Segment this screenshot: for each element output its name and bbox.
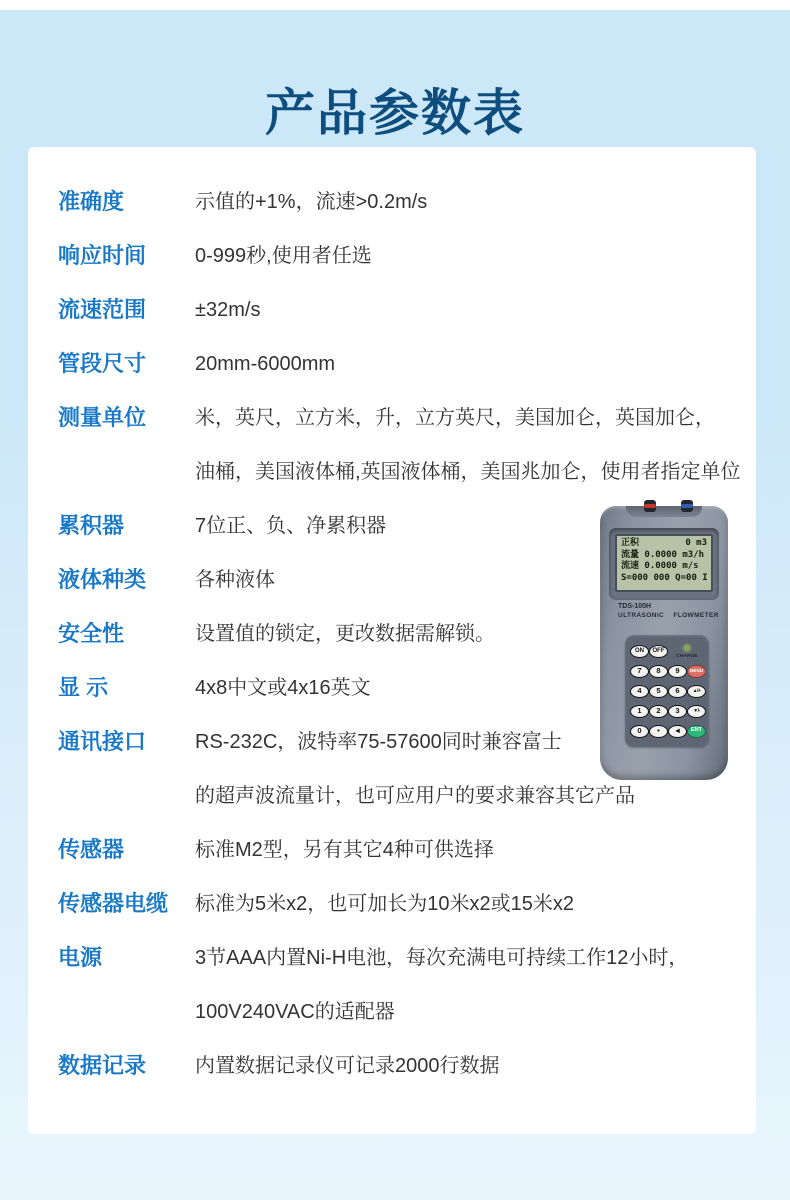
digit-4-key: 4	[630, 685, 649, 698]
spec-value	[195, 283, 260, 337]
spec-value-line: 标准为5米x2，也可加长为10米x2或15米x2	[195, 893, 574, 915]
up-key: ▲/+	[687, 685, 706, 698]
down-key: ▼/-	[687, 705, 706, 718]
transducer-connector-blue	[681, 500, 693, 512]
spec-value	[195, 499, 386, 553]
charge-led-icon	[684, 645, 690, 651]
spec-label: 响应时间	[58, 243, 147, 268]
spec-label: 测量单位	[58, 405, 147, 430]
spec-value-line: 0-999秒,使用者任选	[195, 245, 372, 267]
spec-value-line: 油桶，美国液体桶,英国液体桶，美国兆加仑，使用者指定单位	[195, 461, 741, 483]
spec-label: 管段尺寸	[58, 351, 147, 376]
spec-value-line: 3节AAA内置Ni-H电池，每次充满电可持续工作12小时，	[195, 947, 689, 969]
spec-label: 安全性	[58, 621, 125, 646]
spec-value	[195, 391, 741, 499]
spec-label: 通讯接口	[58, 729, 147, 754]
lcd-line-velocity: 流速 0.0000 m/s	[621, 561, 699, 571]
lcd-total-value: 0 m3	[685, 538, 707, 548]
spec-value-line: 设置值的锁定，更改数据需解锁。	[195, 623, 495, 645]
device-branding	[618, 603, 719, 620]
lcd-screen	[615, 534, 713, 592]
spec-row	[58, 283, 748, 337]
spec-value	[195, 553, 275, 607]
spec-value	[195, 661, 371, 715]
digit-0-key: 0	[630, 725, 649, 738]
spec-row	[58, 823, 748, 877]
spec-value	[195, 607, 495, 661]
digit-3-key: 3	[668, 705, 687, 718]
spec-value-line: 7位正、负、净累积器	[195, 515, 387, 537]
spec-value	[195, 229, 372, 283]
on-key: ON	[630, 645, 649, 658]
lcd-bezel	[609, 528, 719, 600]
spec-label: 显 示	[58, 675, 109, 700]
spec-value-line: ±32m/s	[195, 299, 261, 321]
spec-label: 流速范围	[58, 297, 147, 322]
digit-8-key: 8	[649, 665, 668, 678]
spec-value-line: 各种液体	[195, 569, 275, 591]
lcd-line-status: S=000 000 Q=00 I	[621, 572, 708, 583]
spec-value-line: 4x8中文或4x16英文	[195, 677, 371, 699]
spec-value	[195, 337, 335, 391]
spec-value-line: 的超声波流量计，也可应用户的要求兼容其它产品	[195, 785, 635, 807]
spec-card	[28, 147, 756, 1134]
digit-7-key: 7	[630, 665, 649, 678]
transducer-connector-red	[644, 500, 656, 512]
menu-key: MENU	[687, 665, 706, 678]
spec-value-line: 米，英尺，立方米，升，立方英尺，美国加仑，英国加仑，	[195, 407, 715, 429]
spec-label: 数据记录	[58, 1053, 147, 1078]
device-series-label: ULTRASONIC FLOWMETER	[618, 612, 719, 619]
spec-value-line: 20mm-6000mm	[195, 353, 336, 375]
spec-value	[195, 823, 494, 877]
off-key: OFF	[649, 645, 668, 658]
charge-label: CHARGE	[676, 652, 698, 658]
digit-6-key: 6	[668, 685, 687, 698]
spec-value-line: 示值的+1%，流速>0.2m/s	[195, 191, 428, 213]
enter-key: ENT	[687, 725, 706, 738]
spec-label: 传感器	[58, 837, 125, 862]
lcd-total-label: 正积	[621, 538, 640, 548]
spec-value	[195, 931, 688, 1039]
spec-label: 液体种类	[58, 567, 147, 592]
device-model-label: TDS-100H	[618, 603, 652, 610]
spec-row	[58, 877, 748, 931]
spec-label: 传感器电缆	[58, 891, 169, 916]
spec-row	[58, 391, 748, 499]
charge-indicator	[676, 645, 697, 658]
lcd-line-total	[621, 538, 707, 550]
spec-label: 电源	[58, 945, 103, 970]
spec-value-line: 100V240VAC的适配器	[195, 1001, 395, 1023]
dot-key: •	[649, 725, 668, 738]
spec-row	[58, 175, 748, 229]
spec-row	[58, 931, 748, 1039]
lcd-line-flow: 流量 0.0000 m3/h	[621, 549, 705, 560]
backspace-key: ◄	[668, 725, 687, 738]
spec-label: 累积器	[58, 513, 125, 538]
digit-1-key: 1	[630, 705, 649, 718]
digit-2-key: 2	[649, 705, 668, 718]
top-white-strip	[0, 0, 790, 10]
digit-5-key: 5	[649, 685, 668, 698]
spec-value-line: 内置数据记录仪可记录2000行数据	[195, 1055, 500, 1077]
spec-value	[195, 715, 635, 823]
spec-value	[195, 877, 574, 931]
spec-row	[58, 337, 748, 391]
flowmeter-product-photo	[600, 500, 728, 780]
page-title: 产品参数表	[265, 84, 525, 141]
spec-value-line: 标准M2型，另有其它4种可供选择	[195, 839, 494, 861]
spec-value	[195, 1039, 500, 1093]
spec-label: 准确度	[58, 189, 125, 214]
spec-value-line: RS-232C，波特率75-57600同时兼容富士	[195, 731, 562, 753]
spec-value	[195, 175, 427, 229]
device-keypad	[625, 635, 709, 747]
digit-9-key: 9	[668, 665, 687, 678]
spec-row	[58, 229, 748, 283]
spec-row	[58, 1039, 748, 1093]
